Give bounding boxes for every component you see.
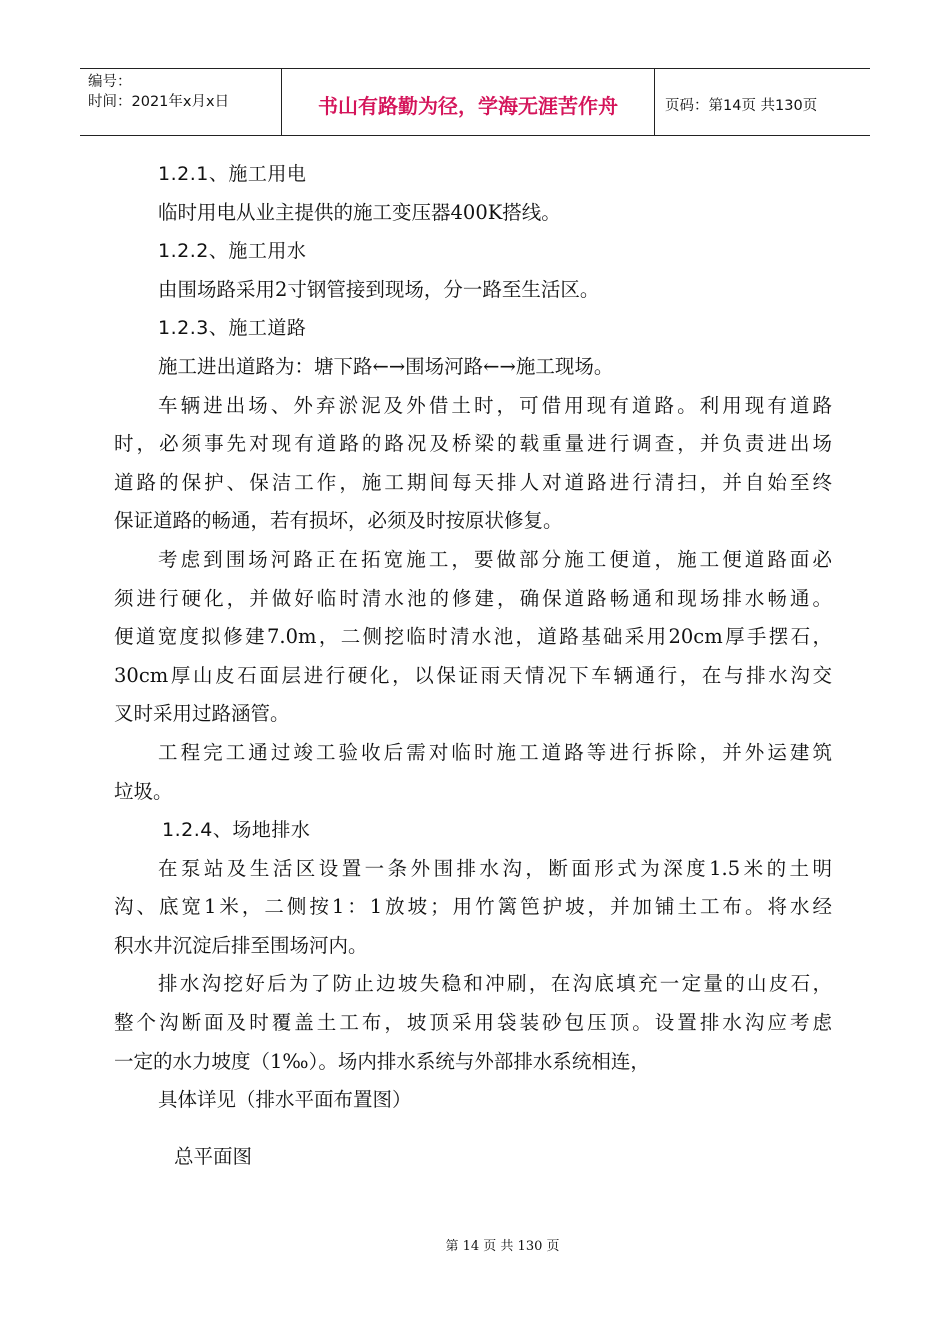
document-body bbox=[114, 155, 832, 1176]
paragraph-drainage-ditch bbox=[114, 850, 832, 966]
text-line: 垃圾。 bbox=[114, 779, 173, 803]
page-footer: 第 14 页 共 130 页 bbox=[445, 1239, 560, 1254]
header-page-info: 页码：第14页 共130页 bbox=[665, 97, 818, 114]
paragraph-ditch-protection bbox=[114, 965, 832, 1081]
text-line: 工程完工通过竣工验收后需对临时施工道路等进行拆除，并外运建筑 bbox=[158, 740, 832, 764]
text-line: 保证道路的畅通，若有损坏，必须及时按原状修复。 bbox=[114, 509, 563, 533]
text-line: 在泵站及生活区设置一条外围排水沟，断面形式为深度1.5米的土明 bbox=[158, 856, 832, 880]
text-line: 便道宽度拟修建7.0m，二侧挖临时清水池，道路基础采用20cm厚手摆石， bbox=[114, 625, 832, 649]
paragraph-see-layout: 具体详见（排水平面布置图） bbox=[158, 1088, 412, 1112]
section-heading-1-2-2: 1.2.2、施工用水 bbox=[158, 240, 307, 263]
text-line: 整个沟断面及时覆盖土工布，坡顶采用袋装砂包压顶。设置排水沟应考虑 bbox=[114, 1011, 832, 1035]
figure-title: 总平面图 bbox=[174, 1144, 253, 1168]
text-line: 30cm厚山皮石面层进行硬化，以保证雨天情况下车辆通行，在与排水沟交 bbox=[114, 663, 832, 687]
section-heading-1-2-3: 1.2.3、施工道路 bbox=[158, 317, 307, 340]
text-line: 沟、底宽1米，二侧按1：1放坡；用竹篱笆护坡，并加铺土工布。将水经 bbox=[114, 895, 832, 919]
text-line: 积水井沉淀后排至围场河内。 bbox=[114, 933, 368, 957]
section-heading-1-2-4: 1.2.4、场地排水 bbox=[162, 819, 311, 842]
paragraph-water: 由围场路采用2寸钢管接到现场，分一路至生活区。 bbox=[158, 277, 600, 301]
text-line: 时，必须事先对现有道路的路况及桥梁的载重量进行调查，并负责进出场 bbox=[114, 432, 832, 456]
text-line: 考虑到围场河路正在拓宽施工，要做部分施工便道，施工便道路面必 bbox=[158, 547, 832, 571]
header-meta bbox=[80, 69, 282, 135]
paragraph-demolition bbox=[114, 734, 832, 811]
text-line: 排水沟挖好后为了防止边坡失稳和冲刷，在沟底填充一定量的山皮石， bbox=[158, 972, 832, 996]
text-line: 一定的水力坡度（1‰）。场内排水系统与外部排水系统相连， bbox=[114, 1049, 650, 1073]
section-heading-1-2-1: 1.2.1、施工用电 bbox=[158, 163, 307, 185]
text-line: 叉时采用过路涵管。 bbox=[114, 702, 290, 726]
text-line: 道路的保护、保洁工作，施工期间每天排人对道路进行清扫，并自始至终 bbox=[114, 470, 832, 494]
spacer bbox=[114, 1120, 832, 1138]
text-line: 须进行硬化，并做好临时清水池的修建，确保道路畅通和现场排水畅通。 bbox=[114, 586, 832, 610]
paragraph-temporary-road bbox=[114, 541, 832, 734]
paragraph-road-route: 施工进出道路为：塘下路←→围场河路←→施工现场。 bbox=[158, 354, 614, 378]
document-time-label: 时间：2021年x月x日 bbox=[88, 94, 230, 110]
page-header bbox=[80, 68, 870, 136]
header-motto: 书山有路勤为径，学海无涯苦作舟 bbox=[282, 69, 655, 135]
text-line: 车辆进出场、外弃淤泥及外借土时，可借用现有道路。利用现有道路 bbox=[158, 393, 832, 417]
paragraph-power: 临时用电从业主提供的施工变压器400K搭线。 bbox=[158, 200, 561, 224]
document-number-label: 编号： bbox=[88, 74, 132, 90]
paragraph-road-usage bbox=[114, 387, 832, 541]
